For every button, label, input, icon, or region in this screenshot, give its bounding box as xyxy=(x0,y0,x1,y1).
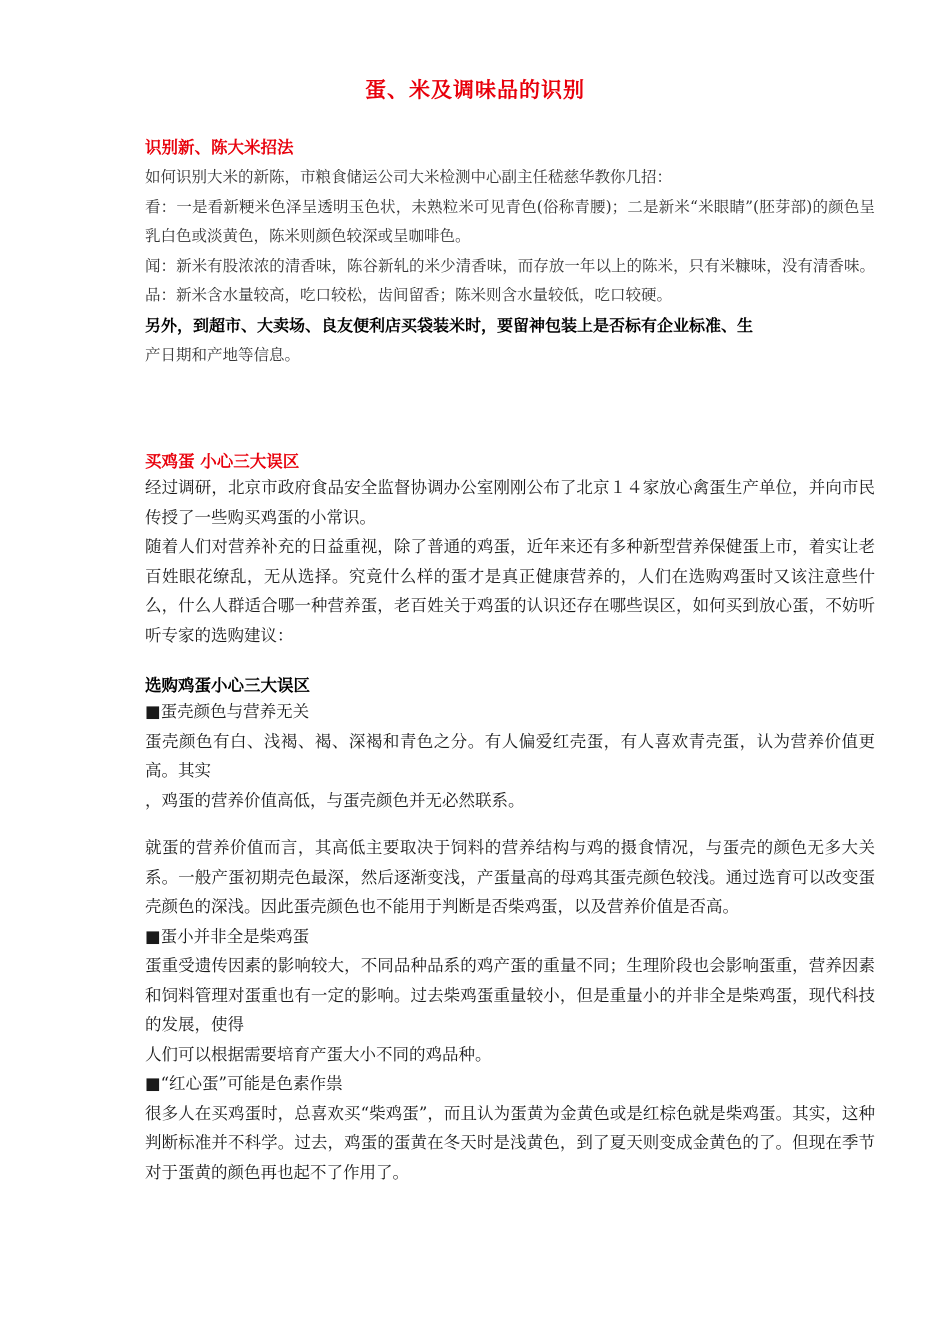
myth-2-title: ■蛋小并非全是柴鸡蛋 xyxy=(145,926,310,946)
myth-2-paragraph-2: 人们可以根据需要培育产蛋大小不同的鸡品种。 xyxy=(145,1044,492,1064)
rice-tip-paragraph xyxy=(145,311,875,371)
myths-body-1 xyxy=(145,697,875,815)
rice-tip-bold: 另外，到超市、大卖场、良友便利店买袋装米时，要留神包装上是否标有企业标准、生 xyxy=(145,315,754,335)
myth-1-paragraph-3: 就蛋的营养价值而言，其高低主要取决于饲料的营养结构与鸡的摄食情况，与蛋壳的颜色无多大关系。一般产蛋初期壳色最深，然后逐渐变浅，产蛋量高的母鸡其蛋壳颜色较浅。通过选育可以改变蛋壳颜色的深浅。因此蛋壳颜色也不能用于判断是否柴鸡蛋，以及营养价值是否高。 xyxy=(145,838,875,916)
rice-section-body xyxy=(145,163,875,371)
eggs-intro-paragraph: 经过调研，北京市政府食品安全监督协调办公室刚刚公布了北京１４家放心禽蛋生产单位，并向市民传授了一些购买鸡蛋的小常识。 xyxy=(145,478,875,527)
myths-heading: 选购鸡蛋小心三大误区 xyxy=(145,676,310,695)
myth-1-title: ■蛋壳颜色与营养无关 xyxy=(145,702,310,721)
rice-intro-paragraph: 如何识别大米的新陈，市粮食储运公司大米检测中心副主任嵇慈华教你几招： xyxy=(145,168,673,186)
eggs-section-body xyxy=(145,473,875,650)
rice-section-heading: 识别新、陈大米招法 xyxy=(145,138,294,157)
rice-look-paragraph: 看：一是看新粳米色泽呈透明玉色状，未熟粒米可见青色(俗称青腰)；二是新米“米眼睛”(胚芽部)的颜色呈乳白色或淡黄色，陈米则颜色较深或呈咖啡色。 xyxy=(145,197,875,245)
document-title: 蛋、米及调味品的识别 xyxy=(365,78,585,102)
rice-tip-rest: 产日期和产地等信息。 xyxy=(145,346,301,364)
myth-1-paragraph-1: 蛋壳颜色有白、浅褐、褐、深褐和青色之分。有人偏爱红壳蛋，有人喜欢青壳蛋，认为营养价值更高。其实 xyxy=(145,731,875,780)
myths-body-2 xyxy=(145,833,875,1187)
myth-3-title: ■“红心蛋”可能是色素作祟 xyxy=(145,1074,343,1093)
myth-3-paragraph-1: 很多人在买鸡蛋时，总喜欢买“柴鸡蛋”，而且认为蛋黄为金黄色或是红棕色就是柴鸡蛋。其实，这种判断标准并不科学。过去，鸡蛋的蛋黄在冬天时是浅黄色，到了夏天则变成金黄色的了。但现在季节对于蛋黄的颜色再也起不了作用了。 xyxy=(145,1103,875,1182)
rice-smell-taste-paragraph: 闻：新米有股浓浓的清香味，陈谷新轧的米少清香味，而存放一年以上的陈米，只有米糠味，没有清香味。品：新米含水量较高，吃口较松，齿间留香；陈米则含水量较低，吃口较硬。 xyxy=(145,256,875,304)
myth-1-paragraph-2: ，鸡蛋的营养价值高低，与蛋壳颜色并无必然联系。 xyxy=(145,790,525,810)
eggs-section-heading: 买鸡蛋 小心三大误区 xyxy=(145,452,300,471)
myth-2-paragraph-1: 蛋重受遗传因素的影响较大，不同品种品系的鸡产蛋的重量不同；生理阶段也会影响蛋重，营养因素和饲料管理对蛋重也有一定的影响。过去柴鸡蛋重量较小，但是重量小的并非全是柴鸡蛋，现代科技的发展，使得 xyxy=(145,956,875,1034)
eggs-context-paragraph: 随着人们对营养补充的日益重视，除了普通的鸡蛋，近年来还有多种新型营养保健蛋上市，着实让老百姓眼花缭乱，无从选择。究竟什么样的蛋才是真正健康营养的，人们在选购鸡蛋时又该注意些什么，什么人群适合哪一种营养蛋，老百姓关于鸡蛋的认识还存在哪些误区，如何买到放心蛋，不妨听听专家的选购建议： xyxy=(145,537,875,645)
